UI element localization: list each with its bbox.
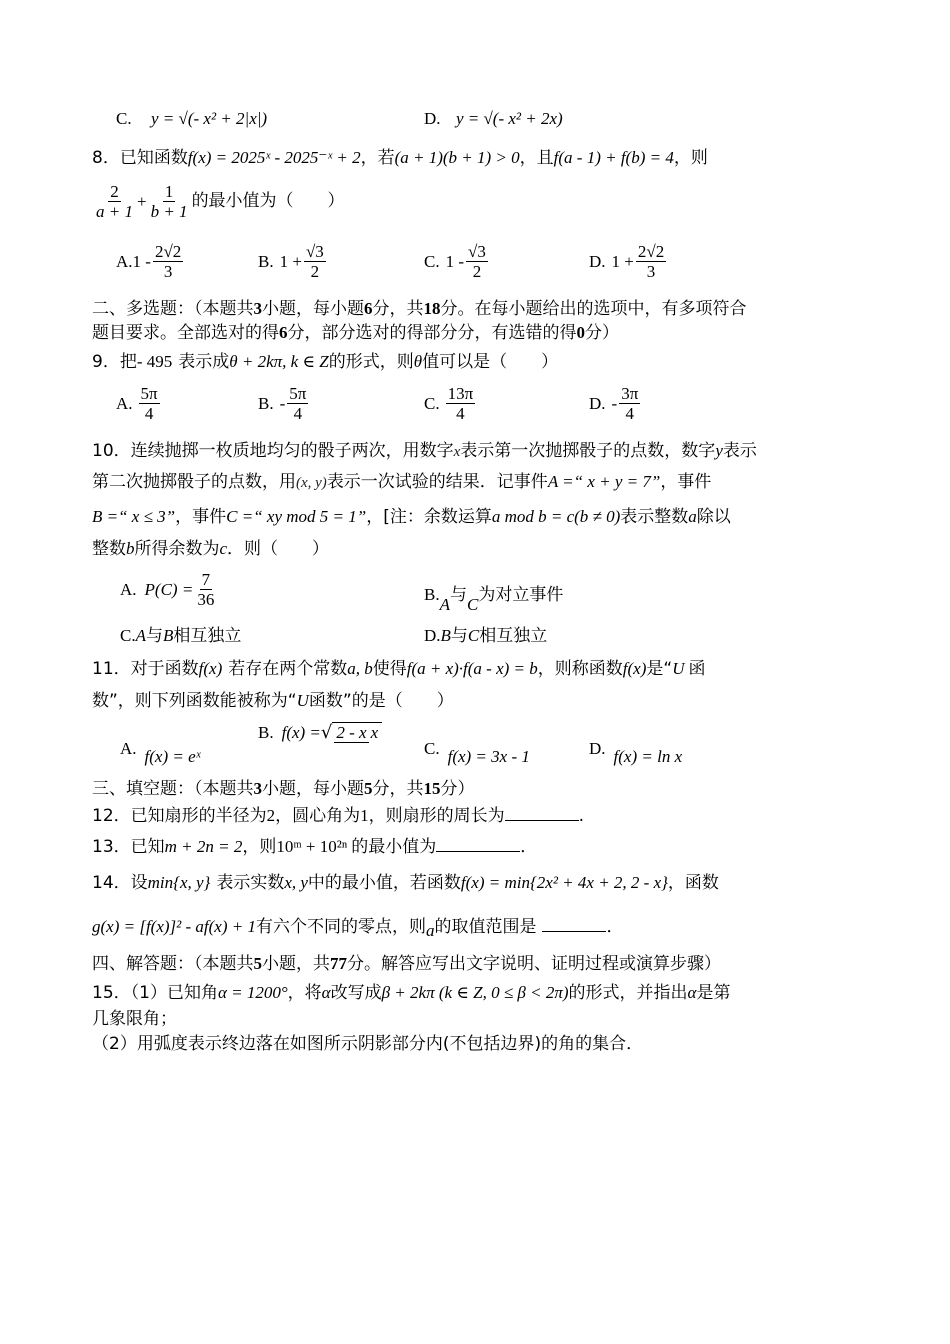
q9-stem: 9．把- 495 表示成θ + 2kπ, k ∈ Z的形式，则θ值可以是（ ） xyxy=(92,352,559,372)
q10-stem-line2: 第二次抛掷骰子的点数，用(x, y)表示一次试验的结果．记事件A =“ x + y = 7”，事件 xyxy=(92,472,712,492)
q13-stem: 13．已知m + 2n = 2，则10ᵐ + 10²ⁿ 的最小值为 ． xyxy=(92,837,538,857)
section-4-header: 四、解答题：（本题共5小题，共77分。解答应写出文字说明、证明过程或演算步骤） xyxy=(92,954,721,974)
q11-option-c: C. f(x) = 3x - 1 xyxy=(424,739,530,766)
q15-stem-line1: 15．（1）已知角α = 1200°，将α改写成β + 2kπ (k ∈ Z, 0 ≤ β < 2π)的形式，并指出α是第 xyxy=(92,983,731,1003)
q8-option-b: B. 1 + $\frac{√3}{2}$ xyxy=(258,242,324,281)
q11-stem-line2: 数”，则下列函数能被称为“U函数”的是（ ） xyxy=(92,691,454,711)
q15-target-form: β + 2kπ (k ∈ Z, 0 ≤ β < 2π) xyxy=(381,983,569,1002)
q8-condition2: f(a - 1) + f(b) = 4 xyxy=(553,148,674,167)
q10-mod-definition: a mod b = c(b ≠ 0) xyxy=(491,507,621,526)
q8-option-c: C. 1 - $\frac{√3}{2}$ xyxy=(424,242,486,281)
q12-stem: 12．已知扇形的半径为2，圆心角为1，则扇形的周长为 . xyxy=(92,806,585,826)
q8-option-a: A. 1 - $\frac{2√2}{3}$ xyxy=(116,242,182,281)
q10-event-c: C =“ xy mod 5 = 1” xyxy=(226,507,367,526)
q13-answer-blank[interactable] xyxy=(436,851,520,852)
q11-option-b: B. f(x) = √ 2 - x x xyxy=(258,722,384,742)
q11-definition: f(a + x)·f(a - x) = b xyxy=(406,659,538,678)
q7-option-d-math: y = √(- x² + 2x) xyxy=(455,109,563,128)
q10-stem-line4: 整数b所得余数为c．则（ ） xyxy=(92,539,330,559)
section-2-header-line2: 题目要求。全部选对的得6分，部分选对的得部分分，有选错的得0分） xyxy=(92,323,619,343)
q7-option-d: D. y = √(- x² + 2x) xyxy=(424,109,563,128)
q14-f-definition: f(x) = min{2x² + 4x + 2, 2 - x} xyxy=(460,873,668,892)
section-3-header: 三、填空题：（本题共3小题，每小题5分，共15分） xyxy=(92,779,475,799)
q11-option-d: D. f(x) = ln x xyxy=(589,739,683,766)
q15-part-2: （2）用弧度表示终边落在如图所示阴影部分内(不包括边界)的角的集合． xyxy=(92,1034,644,1054)
q10-option-b: B.A与C为对立事件 xyxy=(424,585,564,614)
q9-option-b: B. - $\frac{5\pi}{4}$ xyxy=(258,384,307,423)
q8-stem-line2: $\frac{2}{a + 1}$ + $\frac{1}{b + 1}$ 的最小值为（ ） xyxy=(96,182,345,221)
q8-stem-line1: 8．已知函数f(x) = 2025ˣ - 2025⁻ˣ + 2，若(a + 1)(b + 1) > 0，且f(a - 1) + f(b) = 4，则 xyxy=(92,148,708,168)
q15-stem-line2: 几象限角； xyxy=(92,1009,177,1029)
q10-stem-line3: B =“ x ≤ 3”，事件C =“ xy mod 5 = 1”，[注：余数运算a mod b = c(b ≠ 0)表示整数a除以 xyxy=(92,507,731,527)
q14-g-definition: g(x) = [f(x)]² - af(x) + 1 xyxy=(92,917,256,936)
q11-option-a: A. f(x) = eˣ xyxy=(120,739,201,766)
q9-option-c: C. $\frac{13\pi}{4}$ xyxy=(424,384,474,423)
q10-option-a: A. P(C) = $\frac{7}{36}$ xyxy=(120,570,215,609)
q10-stem-line1: 10．连续抛掷一枚质地均匀的骰子两次，用数字x表示第一次抛掷骰子的点数，数字y表示 xyxy=(92,441,757,461)
q10-option-c: C.A与B相互独立 xyxy=(120,626,242,646)
q10-event-a: A =“ x + y = 7” xyxy=(547,472,661,491)
q12-answer-blank[interactable] xyxy=(505,820,579,821)
q8-fraction-2: $\frac{1}{b + 1}$ xyxy=(150,182,188,221)
q14-answer-blank[interactable] xyxy=(542,931,606,932)
q14-stem-line2: g(x) = [f(x)]² - af(x) + 1有六个不同的零点，则a的取值范围是 ． xyxy=(92,917,624,940)
q8-fraction-1: $\frac{2}{a + 1}$ xyxy=(96,182,133,221)
q14-stem-line1: 14．设min{x, y} 表示实数x, y中的最小值，若函数f(x) = min{2x² + 4x + 2, 2 - x}，函数 xyxy=(92,873,719,893)
q7-option-c: C. y = √(- x² + 2|x|) xyxy=(116,109,268,128)
section-2-header-line1: 二、多选题：（本题共3小题，每小题6分，共18分。在每小题给出的选项中，有多项符合 xyxy=(92,299,747,319)
q9-option-d: D. - $\frac{3\pi}{4}$ xyxy=(589,384,639,423)
q10-event-b: B =“ x ≤ 3” xyxy=(92,507,176,526)
q8-function: f(x) = 2025ˣ - 2025⁻ˣ + 2 xyxy=(187,148,361,167)
q10-option-d: D.B与C相互独立 xyxy=(424,626,548,646)
q7-option-c-math: y = √(- x² + 2|x|) xyxy=(151,109,268,128)
q8-option-d: D. 1 + $\frac{2√2}{3}$ xyxy=(589,242,665,281)
q8-condition: (a + 1)(b + 1) > 0 xyxy=(394,148,520,167)
q9-option-a: A. $\frac{5\pi}{4}$ xyxy=(116,384,158,423)
q11-stem-line1: 11．对于函数f(x) 若存在两个常数a, b使得f(a + x)·f(a - x) = b，则称函数f(x)是“U 函 xyxy=(92,659,706,679)
